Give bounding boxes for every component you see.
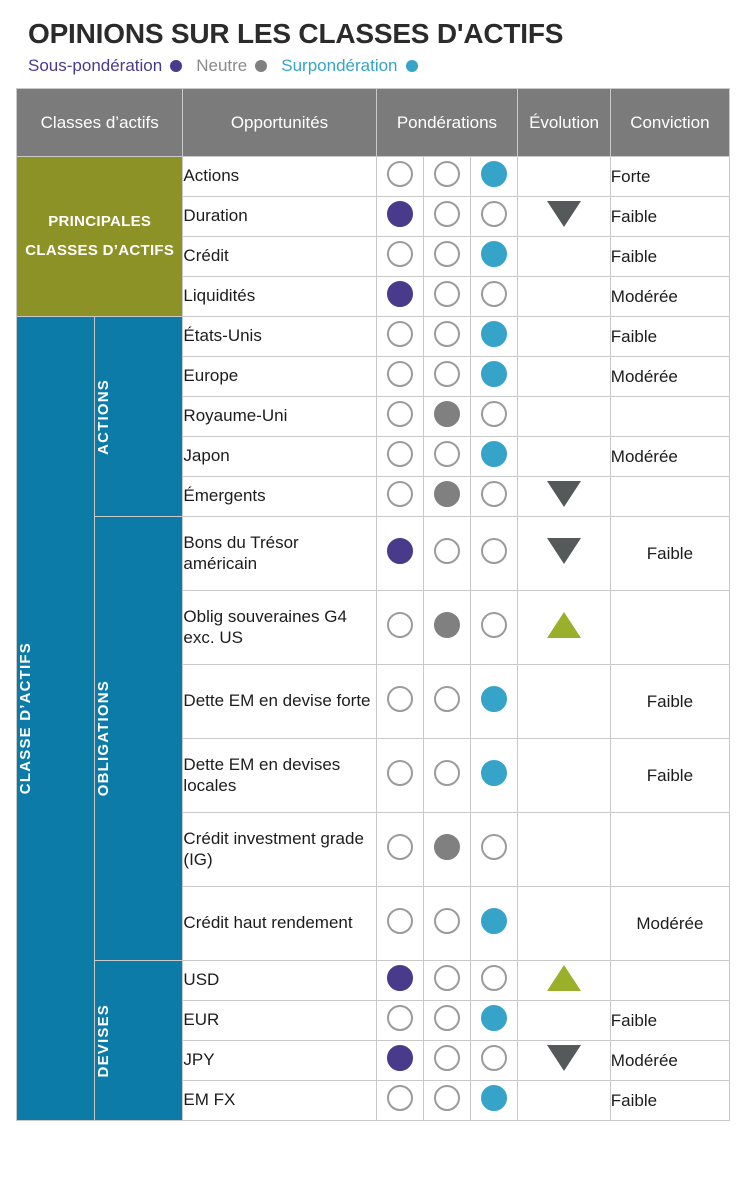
conviction-label: Faible bbox=[610, 739, 729, 813]
weight-over-cell bbox=[471, 237, 518, 277]
weight-neutral-cell bbox=[423, 197, 470, 237]
dot-empty-icon bbox=[387, 1085, 413, 1111]
conviction-label: Faible bbox=[610, 237, 729, 277]
weight-neutral-cell bbox=[423, 739, 470, 813]
weight-under-cell bbox=[376, 961, 423, 1001]
dot-empty-icon bbox=[434, 441, 460, 467]
evolution-cell bbox=[518, 665, 610, 739]
weight-under-cell bbox=[376, 813, 423, 887]
weight-over-cell bbox=[471, 961, 518, 1001]
weight-over-cell bbox=[471, 277, 518, 317]
weight-neutral-cell bbox=[423, 237, 470, 277]
weight-under-cell bbox=[376, 591, 423, 665]
opportunity-label: Crédit bbox=[183, 237, 376, 277]
weight-over-cell bbox=[471, 591, 518, 665]
weight-under-cell bbox=[376, 357, 423, 397]
dot-empty-icon bbox=[434, 161, 460, 187]
conviction-label: Faible bbox=[610, 517, 729, 591]
group-classe-actifs-text: CLASSE D’ACTIFS bbox=[17, 642, 34, 795]
dot-over-icon bbox=[481, 161, 507, 187]
weight-neutral-cell bbox=[423, 397, 470, 437]
dot-empty-icon bbox=[481, 481, 507, 507]
conviction-label: Modérée bbox=[610, 1041, 729, 1081]
legend-item-over bbox=[281, 56, 417, 76]
opportunity-label: États-Unis bbox=[183, 317, 376, 357]
conviction-label: Faible bbox=[610, 197, 729, 237]
conviction-label: Modérée bbox=[610, 277, 729, 317]
weight-over-cell bbox=[471, 739, 518, 813]
legend-label-neutral: Neutre bbox=[196, 56, 248, 75]
weight-over-cell bbox=[471, 357, 518, 397]
dot-empty-icon bbox=[434, 538, 460, 564]
weight-neutral-cell bbox=[423, 157, 470, 197]
table-row bbox=[17, 157, 730, 197]
opportunity-label: Actions bbox=[183, 157, 376, 197]
conviction-label: Faible bbox=[610, 1001, 729, 1041]
dot-neutral-icon bbox=[434, 481, 460, 507]
opportunity-label: JPY bbox=[183, 1041, 376, 1081]
opportunity-label: Crédit haut rendement bbox=[183, 887, 376, 961]
evolution-cell bbox=[518, 1041, 610, 1081]
conviction-label bbox=[610, 591, 729, 665]
dot-empty-icon bbox=[434, 1005, 460, 1031]
weight-over-cell bbox=[471, 157, 518, 197]
weight-under-cell bbox=[376, 887, 423, 961]
asset-class-matrix bbox=[16, 88, 730, 1121]
conviction-label bbox=[610, 477, 729, 517]
subgroup-obligations-text: OBLIGATIONS bbox=[95, 680, 113, 797]
dot-over-icon bbox=[481, 1085, 507, 1111]
weight-over-cell bbox=[471, 437, 518, 477]
weight-over-cell bbox=[471, 517, 518, 591]
table-header-row bbox=[17, 89, 730, 157]
evolution-cell bbox=[518, 277, 610, 317]
evolution-cell bbox=[518, 1001, 610, 1041]
weight-under-cell bbox=[376, 437, 423, 477]
legend-dot-over-icon bbox=[406, 60, 418, 72]
evolution-cell bbox=[518, 517, 610, 591]
opportunity-label: Europe bbox=[183, 357, 376, 397]
weight-neutral-cell bbox=[423, 1081, 470, 1121]
evolution-cell bbox=[518, 591, 610, 665]
dot-neutral-icon bbox=[434, 834, 460, 860]
arrow-up-icon bbox=[547, 612, 581, 638]
legend-label-under: Sous-pondération bbox=[28, 56, 163, 75]
conviction-label bbox=[610, 961, 729, 1001]
opportunity-label: Dette EM en devise forte bbox=[183, 665, 376, 739]
weight-under-cell bbox=[376, 477, 423, 517]
dot-neutral-icon bbox=[434, 401, 460, 427]
conviction-label: Modérée bbox=[610, 437, 729, 477]
dot-empty-icon bbox=[434, 686, 460, 712]
dot-empty-icon bbox=[481, 401, 507, 427]
dot-empty-icon bbox=[387, 401, 413, 427]
dot-empty-icon bbox=[387, 321, 413, 347]
weight-neutral-cell bbox=[423, 277, 470, 317]
dot-empty-icon bbox=[387, 241, 413, 267]
dot-empty-icon bbox=[434, 241, 460, 267]
evolution-cell bbox=[518, 477, 610, 517]
evolution-cell bbox=[518, 157, 610, 197]
dot-empty-icon bbox=[387, 686, 413, 712]
legend-item-under bbox=[28, 56, 182, 76]
evolution-cell bbox=[518, 197, 610, 237]
weight-neutral-cell bbox=[423, 517, 470, 591]
weight-neutral-cell bbox=[423, 887, 470, 961]
weight-neutral-cell bbox=[423, 665, 470, 739]
weight-over-cell bbox=[471, 197, 518, 237]
dot-empty-icon bbox=[387, 834, 413, 860]
group-principales-label: PRINCIPALES CLASSES D’ACTIFS bbox=[17, 157, 183, 317]
opportunity-label: Oblig souveraines G4 exc. US bbox=[183, 591, 376, 665]
weight-over-cell bbox=[471, 477, 518, 517]
weight-under-cell bbox=[376, 197, 423, 237]
dot-empty-icon bbox=[481, 834, 507, 860]
table-row bbox=[17, 517, 730, 591]
weight-neutral-cell bbox=[423, 591, 470, 665]
dot-empty-icon bbox=[481, 201, 507, 227]
weight-neutral-cell bbox=[423, 813, 470, 887]
conviction-label: Modérée bbox=[610, 887, 729, 961]
arrow-down-icon bbox=[547, 481, 581, 507]
weight-under-cell bbox=[376, 317, 423, 357]
weight-under-cell bbox=[376, 1081, 423, 1121]
page-title: OPINIONS SUR LES CLASSES D'ACTIFS bbox=[28, 18, 564, 49]
weight-over-cell bbox=[471, 813, 518, 887]
legend-item-neutral bbox=[196, 56, 267, 76]
weight-over-cell bbox=[471, 887, 518, 961]
evolution-cell bbox=[518, 739, 610, 813]
header-ponderations: Pondérations bbox=[376, 89, 518, 157]
dot-empty-icon bbox=[481, 1045, 507, 1071]
weight-neutral-cell bbox=[423, 357, 470, 397]
evolution-cell bbox=[518, 961, 610, 1001]
opportunity-label: Japon bbox=[183, 437, 376, 477]
opportunity-label: Émergents bbox=[183, 477, 376, 517]
dot-under-icon bbox=[387, 281, 413, 307]
opportunity-label: Liquidités bbox=[183, 277, 376, 317]
group-classe-actifs-label bbox=[17, 317, 95, 1121]
weight-under-cell bbox=[376, 1001, 423, 1041]
evolution-cell bbox=[518, 357, 610, 397]
dot-under-icon bbox=[387, 965, 413, 991]
weight-under-cell bbox=[376, 157, 423, 197]
conviction-label: Faible bbox=[610, 1081, 729, 1121]
dot-over-icon bbox=[481, 321, 507, 347]
evolution-cell bbox=[518, 317, 610, 357]
header-evolution: Évolution bbox=[518, 89, 610, 157]
header-classes: Classes d’actifs bbox=[17, 89, 183, 157]
evolution-cell bbox=[518, 887, 610, 961]
weight-over-cell bbox=[471, 1001, 518, 1041]
dot-over-icon bbox=[481, 361, 507, 387]
dot-over-icon bbox=[481, 908, 507, 934]
dot-under-icon bbox=[387, 538, 413, 564]
dot-empty-icon bbox=[387, 760, 413, 786]
dot-empty-icon bbox=[387, 441, 413, 467]
dot-empty-icon bbox=[481, 965, 507, 991]
dot-empty-icon bbox=[434, 908, 460, 934]
arrow-down-icon bbox=[547, 201, 581, 227]
legend-label-over: Surpondération bbox=[281, 56, 398, 75]
dot-empty-icon bbox=[481, 538, 507, 564]
dot-empty-icon bbox=[434, 201, 460, 227]
arrow-down-icon bbox=[547, 1045, 581, 1071]
weight-under-cell bbox=[376, 517, 423, 591]
dot-empty-icon bbox=[434, 281, 460, 307]
opportunity-label: Royaume-Uni bbox=[183, 397, 376, 437]
weight-neutral-cell bbox=[423, 961, 470, 1001]
dot-empty-icon bbox=[387, 161, 413, 187]
opportunity-label: Duration bbox=[183, 197, 376, 237]
weight-under-cell bbox=[376, 665, 423, 739]
weight-neutral-cell bbox=[423, 477, 470, 517]
weight-under-cell bbox=[376, 277, 423, 317]
opportunity-label: EM FX bbox=[183, 1081, 376, 1121]
dot-empty-icon bbox=[434, 321, 460, 347]
weight-over-cell bbox=[471, 665, 518, 739]
legend bbox=[28, 56, 730, 76]
opportunity-label: Bons du Trésor américain bbox=[183, 517, 376, 591]
opportunity-label: Dette EM en devises locales bbox=[183, 739, 376, 813]
weight-under-cell bbox=[376, 1041, 423, 1081]
weight-under-cell bbox=[376, 397, 423, 437]
dot-over-icon bbox=[481, 441, 507, 467]
opportunity-label: USD bbox=[183, 961, 376, 1001]
conviction-label: Faible bbox=[610, 317, 729, 357]
table-row bbox=[17, 961, 730, 1001]
evolution-cell bbox=[518, 1081, 610, 1121]
dot-over-icon bbox=[481, 241, 507, 267]
conviction-label: Modérée bbox=[610, 357, 729, 397]
subgroup-actions-label bbox=[95, 317, 183, 517]
evolution-cell bbox=[518, 237, 610, 277]
weight-under-cell bbox=[376, 237, 423, 277]
weight-neutral-cell bbox=[423, 1001, 470, 1041]
opportunity-label: Crédit investment grade (IG) bbox=[183, 813, 376, 887]
dot-empty-icon bbox=[434, 1085, 460, 1111]
weight-neutral-cell bbox=[423, 437, 470, 477]
conviction-label: Forte bbox=[610, 157, 729, 197]
evolution-cell bbox=[518, 437, 610, 477]
dot-empty-icon bbox=[434, 965, 460, 991]
dot-empty-icon bbox=[387, 481, 413, 507]
header-opportunites: Opportunités bbox=[183, 89, 376, 157]
subgroup-actions-text: ACTIONS bbox=[95, 378, 113, 455]
dot-over-icon bbox=[481, 760, 507, 786]
dot-empty-icon bbox=[387, 1005, 413, 1031]
weight-over-cell bbox=[471, 1041, 518, 1081]
legend-dot-neutral-icon bbox=[255, 60, 267, 72]
subgroup-devises-label bbox=[95, 961, 183, 1121]
dot-empty-icon bbox=[481, 281, 507, 307]
dot-empty-icon bbox=[387, 612, 413, 638]
dot-empty-icon bbox=[434, 1045, 460, 1071]
conviction-label bbox=[610, 813, 729, 887]
weight-under-cell bbox=[376, 739, 423, 813]
header-conviction: Conviction bbox=[610, 89, 729, 157]
arrow-up-icon bbox=[547, 965, 581, 991]
evolution-cell bbox=[518, 813, 610, 887]
opportunity-label: EUR bbox=[183, 1001, 376, 1041]
weight-over-cell bbox=[471, 397, 518, 437]
weight-over-cell bbox=[471, 317, 518, 357]
dot-over-icon bbox=[481, 686, 507, 712]
dot-empty-icon bbox=[434, 760, 460, 786]
weight-neutral-cell bbox=[423, 317, 470, 357]
conviction-label: Faible bbox=[610, 665, 729, 739]
conviction-label bbox=[610, 397, 729, 437]
dot-under-icon bbox=[387, 201, 413, 227]
dot-neutral-icon bbox=[434, 612, 460, 638]
dot-over-icon bbox=[481, 1005, 507, 1031]
weight-over-cell bbox=[471, 1081, 518, 1121]
dot-empty-icon bbox=[387, 908, 413, 934]
evolution-cell bbox=[518, 397, 610, 437]
subgroup-devises-text: DEVISES bbox=[95, 1003, 113, 1078]
dot-under-icon bbox=[387, 1045, 413, 1071]
table-row bbox=[17, 317, 730, 357]
subgroup-obligations-label bbox=[95, 517, 183, 961]
arrow-down-icon bbox=[547, 538, 581, 564]
legend-dot-under-icon bbox=[170, 60, 182, 72]
dot-empty-icon bbox=[387, 361, 413, 387]
weight-neutral-cell bbox=[423, 1041, 470, 1081]
dot-empty-icon bbox=[434, 361, 460, 387]
dot-empty-icon bbox=[481, 612, 507, 638]
